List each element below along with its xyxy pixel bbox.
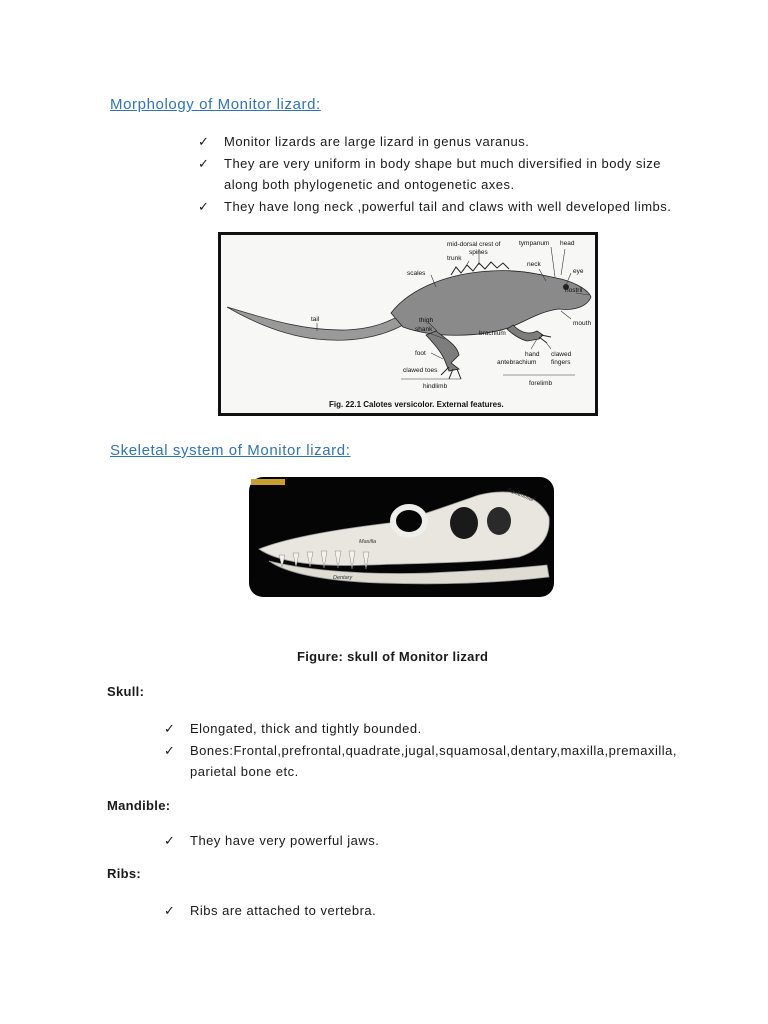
list-item: ✓ Ribs are attached to vertebra.: [164, 900, 684, 922]
label-forelimb: forelimb: [529, 380, 553, 387]
skull-photo: [249, 477, 554, 597]
label-tympanum: tympanum: [519, 240, 550, 247]
morphology-bullet-list: [198, 131, 688, 217]
list-item: ✓ Monitor lizards are large lizard in genus varanus.: [198, 131, 688, 153]
label-clawed-toes: clawed toes: [403, 367, 438, 374]
label-fingers: fingers: [551, 359, 571, 366]
figure-caption: Fig. 22.1 Calotes versicolor. External features.: [329, 400, 504, 409]
label-eye: eye: [573, 268, 584, 275]
label-foot: foot: [415, 350, 426, 357]
morphology-heading: Morphology of Monitor lizard:: [110, 96, 321, 113]
label-nostril: nostril: [565, 287, 583, 294]
section-title-skull: Skull:: [107, 684, 145, 699]
list-item: ✓ They have very powerful jaws.: [164, 830, 684, 852]
label-hindlimb: hindlimb: [423, 383, 448, 390]
label-dentary: Dentary: [333, 575, 353, 581]
list-item: ✓ Elongated, thick and tightly bounded.: [164, 718, 684, 740]
lizard-illustration: [221, 235, 595, 413]
label-antebrachium: antebrachium: [497, 359, 537, 366]
skull-figure-caption: Figure: skull of Monitor lizard: [297, 649, 489, 664]
skull-illustration: [249, 477, 554, 597]
label-thigh: thigh: [419, 317, 434, 324]
lizard-external-features-figure: [218, 232, 598, 416]
label-neck: neck: [527, 261, 541, 268]
label-spines: spines: [469, 249, 488, 256]
label-head: head: [560, 240, 575, 247]
list-item: ✓ They have long neck ,powerful tail and claws with well developed limbs.: [198, 196, 688, 218]
label-mouth: mouth: [573, 320, 592, 327]
list-item: ✓ They are very uniform in body shape but much diversified in body size along both phylogenetic and ontogenetic axes.: [198, 153, 688, 196]
label-squamosal: Squamosal: [506, 487, 535, 504]
label-mid-dorsal: mid-dorsal crest of: [447, 241, 501, 248]
skeletal-heading: Skeletal system of Monitor lizard:: [110, 442, 351, 459]
label-maxilla: Maxilla: [359, 539, 377, 545]
label-brachium: brachium: [479, 330, 506, 337]
label-hand: hand: [525, 351, 540, 358]
ribs-bullet-list: [164, 900, 684, 922]
label-tail: tail: [311, 316, 320, 323]
section-title-mandible: Mandible:: [107, 798, 171, 813]
skull-bullet-list: [164, 718, 684, 783]
label-trunk: trunk: [447, 255, 462, 262]
label-shank: shank: [415, 326, 433, 333]
section-title-ribs: Ribs:: [107, 866, 141, 881]
label-scales: scales: [407, 270, 426, 277]
list-item: ✓ Bones:Frontal,prefrontal,quadrate,jugal,squamosal,dentary,maxilla,premaxilla, parietal bone etc.: [164, 740, 684, 783]
label-clawed: clawed: [551, 351, 572, 358]
mandible-bullet-list: [164, 830, 684, 852]
